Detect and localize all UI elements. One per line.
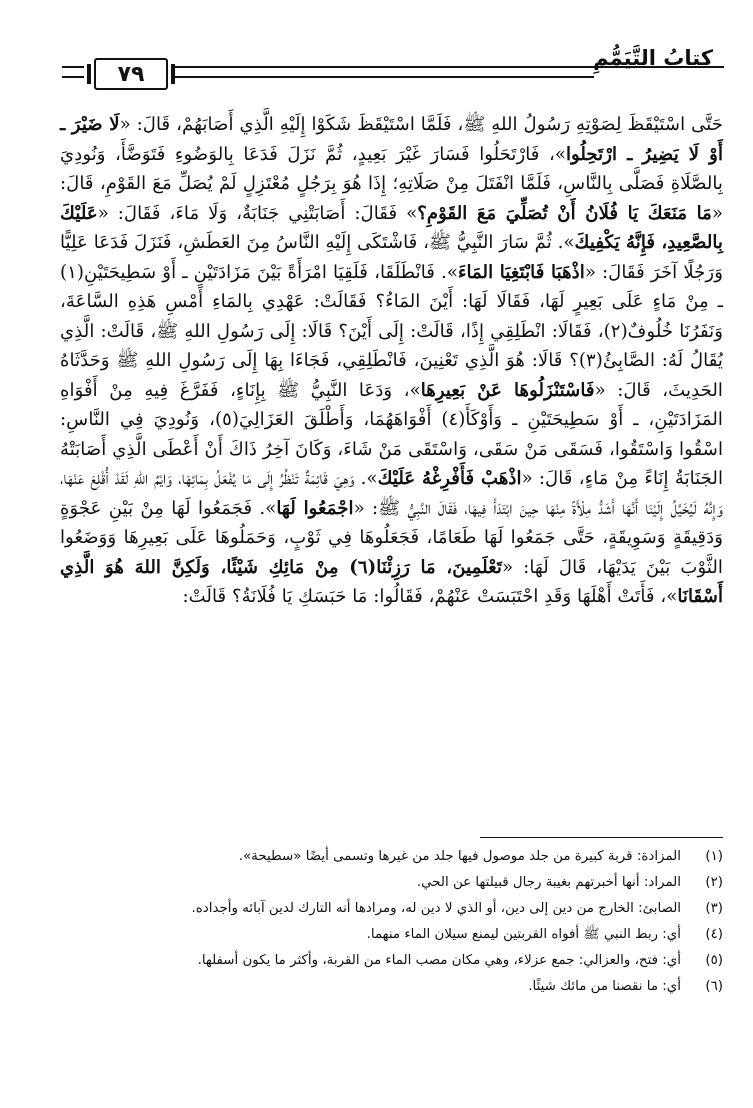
footnote-number: (٢)	[705, 875, 723, 890]
page-header	[0, 0, 753, 100]
prophet-quote: اذْهَبَا فَابْتَغِيَا المَاءَ	[457, 261, 585, 283]
prophet-quote: لَا ضَيْرَ ـ أَوْ لَا يَضِيرُ ـ ارْتَحِلُوا	[60, 114, 723, 165]
footnote-item	[60, 923, 723, 946]
footnote-number: (٤)	[705, 927, 723, 942]
footnote-item	[60, 897, 723, 920]
text-run: ». وَهِيَ قَائِمَةٌ تَنْظُرُ إِلَى مَا يُفْعَلُ بِمَائِهَا، وَايْمُ اللهِ لَقَدْ أُقْلِعَ عَنْهَا، وَإِنَّهُ لَيُخَيَّلُ إِلَيْنَا أَنَّهَا أَشَدُّ مِلْأَةً مِنْهَا حِينَ ابْتَدَأَ فِيهَا، فَقَالَ النَّبِيُّ ﷺ: «	[60, 468, 723, 519]
text-run: حَتَّى اسْتَيْقَظَ لِصَوْتِهِ رَسُولُ اللهِ ﷺ، فَلَمَّا اسْتَيْقَظَ شَكَوْا إِلَيْهِ الَّذِي أَصَابَهُمْ، قَالَ: «	[119, 114, 723, 135]
footnote-text: أي: ما نقصنا من مائك شيئًا.	[528, 979, 681, 994]
prophet-quote: مَا مَنَعَكَ يَا فُلَانُ أَنْ تُصَلِّيَ مَعَ القَوْمِ؟	[417, 202, 712, 224]
footnotes	[60, 845, 723, 1001]
prophet-quote: تَعْلَمِينَ، مَا رَزِئْنَا(٦) مِنْ مَائِكِ شَيْئًا، وَلَكِنَّ اللهَ هُوَ الَّذِي أَسْقَانَا	[60, 556, 723, 607]
footnote-text: أي: ربط النبي ﷺ أفواه القربتين ليمنع سيلان الماء منهما.	[366, 927, 681, 942]
footnote-text: المراد: أنها أخبرتهم بغيبة رجال قبيلتها عن الحي.	[416, 875, 681, 890]
header-rule-left	[62, 76, 84, 78]
prophet-quote: عَلَيْكَ بِالصَّعِيدِ، فَإِنَّهُ يَكْفِيكَ	[60, 202, 723, 253]
text-run: ». فَانْطَلَقَا، فَلَقِيَا امْرَأَةً بَيْنَ مَزَادَتَيْنِ ـ أَوْ سَطِيحَتَيْنِ(١) ـ مِنْ مَاءٍ عَلَى بَعِيرٍ لَهَا، فَقَالَا لَهَا: أَيْنَ المَاءُ؟ فَقَالَتْ: عَهْدِي بِالمَاءِ أَمْسِ هَذِهِ السَّاعَةَ، وَنَفَرُنَا خُلُوفٌ(٢)، فَقَالَا: انْطَلِقِي إِذًا، قَالَتْ: إِلَى أَيْنَ؟ قَالَا: إِلَى رَسُولِ اللهِ ﷺ، قَالَتْ: الَّذِي يُقَالُ لَهُ: الصَّابِئُ(٣)؟ قَالَا: هُوَ الَّذِي تَعْنِينَ، فَانْطَلِقِي، فَجَاءَا بِهَا إِلَى رَسُولِ اللهِ ﷺ وَحَدَّثَاهُ الحَدِيثَ، قَالَ: «	[60, 261, 723, 401]
footnote-number: (١)	[705, 849, 723, 864]
prophet-quote: اجْمَعُوا لَهَا	[276, 497, 354, 519]
footnote-text: أي: فتح، والعزالي: جمع عزلاء، وهي مكان مصب الماء من القربة، وأكثر ما يكون أسفلها.	[197, 953, 681, 968]
hadith-paragraph	[60, 110, 723, 612]
footnote-text: الصابئ: الخارج من دين إلى دين، أو الذي لا دين له، ومرادها أنه التارك لدين آبائه وأجداده.	[191, 901, 681, 916]
footnote-number: (٣)	[705, 901, 723, 916]
page-number: ٧٩	[117, 61, 145, 87]
text-run: »، فَأَتَتْ أَهْلَهَا وَقَدِ احْتَبَسَتْ عَنْهُمْ، فَقَالُوا: مَا حَبَسَكِ يَا فُلَانَةُ؟ قَالَتْ:	[182, 586, 678, 607]
footnote-separator	[480, 837, 723, 838]
text-run: »، فَارْتَحَلُوا فَسَارَ غَيْرَ بَعِيدٍ، ثُمَّ نَزَلَ فَدَعَا بِالوَضُوءِ فَتَوَضَّأَ، وَنُودِيَ بِالصَّلَاةِ فَصَلَّى بِالنَّاسِ، فَلَمَّا انْفَتَلَ مِنْ صَلَاتِهِ؛ إِذَا هُوَ بِرَجُلٍ مُعْتَزِلٍ لَمْ يُصَلِّ مَعَ القَوْمِ، قَالَ: «	[60, 143, 723, 224]
footnote-item	[60, 871, 723, 894]
chapter-title: كتابُ التَّيَمُّمِ	[593, 46, 713, 70]
text-run: »، وَدَعَا النَّبِيُّ ﷺ بِإِنَاءٍ، فَفَرَّغَ فِيهِ مِنْ أَفْوَاهِ المَزَادَتَيْنِ، ـ أَوْ سَطِيحَتَيْنِ ـ وَأَوْكَأَ(٤) أَفْوَاهَهُمَا، وَأَطْلَقَ العَزَالِيَ(٥)، وَنُودِيَ فِي النَّاسِ: اسْقُوا وَاسْتَقُوا، فَسَقَى مَنْ سَقَى، وَاسْتَقَى مَنْ شَاءَ، وَكَانَ آخِرُ ذَاكَ أَنْ أَعْطَى الَّذِي أَصَابَتْهُ الجَنَابَةُ إِنَاءً مِنْ مَاءٍ، قَالَ: «	[60, 379, 723, 489]
text-run: » فَقَالَ: أَصَابَتْنِي جَنَابَةٌ، وَلَا مَاءَ، فَقَالَ: «	[97, 202, 418, 224]
footnote-item	[60, 975, 723, 998]
footnote-text: المزادة: قربة كبيرة من جلد موصول فيها جلد من غيرها وتسمى أيضًا «سطيحة».	[238, 849, 681, 864]
footnote-item	[60, 949, 723, 972]
text-run: ». ثُمَّ سَارَ النَّبِيُّ ﷺ، فَاشْتَكَى إِلَيْهِ النَّاسُ مِنَ العَطَشِ، فَنَزَلَ فَدَعَا عَلِيًّا وَرَجُلًا آخَرَ فَقَالَ: «	[60, 232, 723, 283]
footnote-number: (٥)	[705, 953, 723, 968]
prophet-quote: فَاسْتَنْزَلُوهَا عَنْ بَعِيرِهَا	[420, 379, 595, 401]
hadith-body	[60, 110, 723, 612]
header-rule-left	[62, 66, 84, 68]
header-rule-right	[174, 76, 594, 78]
footnote-item	[60, 845, 723, 868]
page-number-box	[94, 58, 168, 90]
text-run: ». فَجَمَعُوا لَهَا مِنْ بَيْنِ عَجْوَةٍ وَدَقِيقَةٍ وَسَوِيقَةٍ، حَتَّى جَمَعُوا لَهَا طَعَامًا، فَجَعَلُوهَا فِي ثَوْبٍ، وَحَمَلُوهَا عَلَى بَعِيرِهَا وَوَضَعُوا الثَّوْبَ بَيْنَ يَدَيْهَا، قَالَ لَهَا: «	[60, 497, 723, 578]
footnote-number: (٦)	[705, 979, 723, 994]
prophet-quote: اذْهَبْ فَأَفْرِغْهُ عَلَيْكَ	[377, 468, 522, 489]
